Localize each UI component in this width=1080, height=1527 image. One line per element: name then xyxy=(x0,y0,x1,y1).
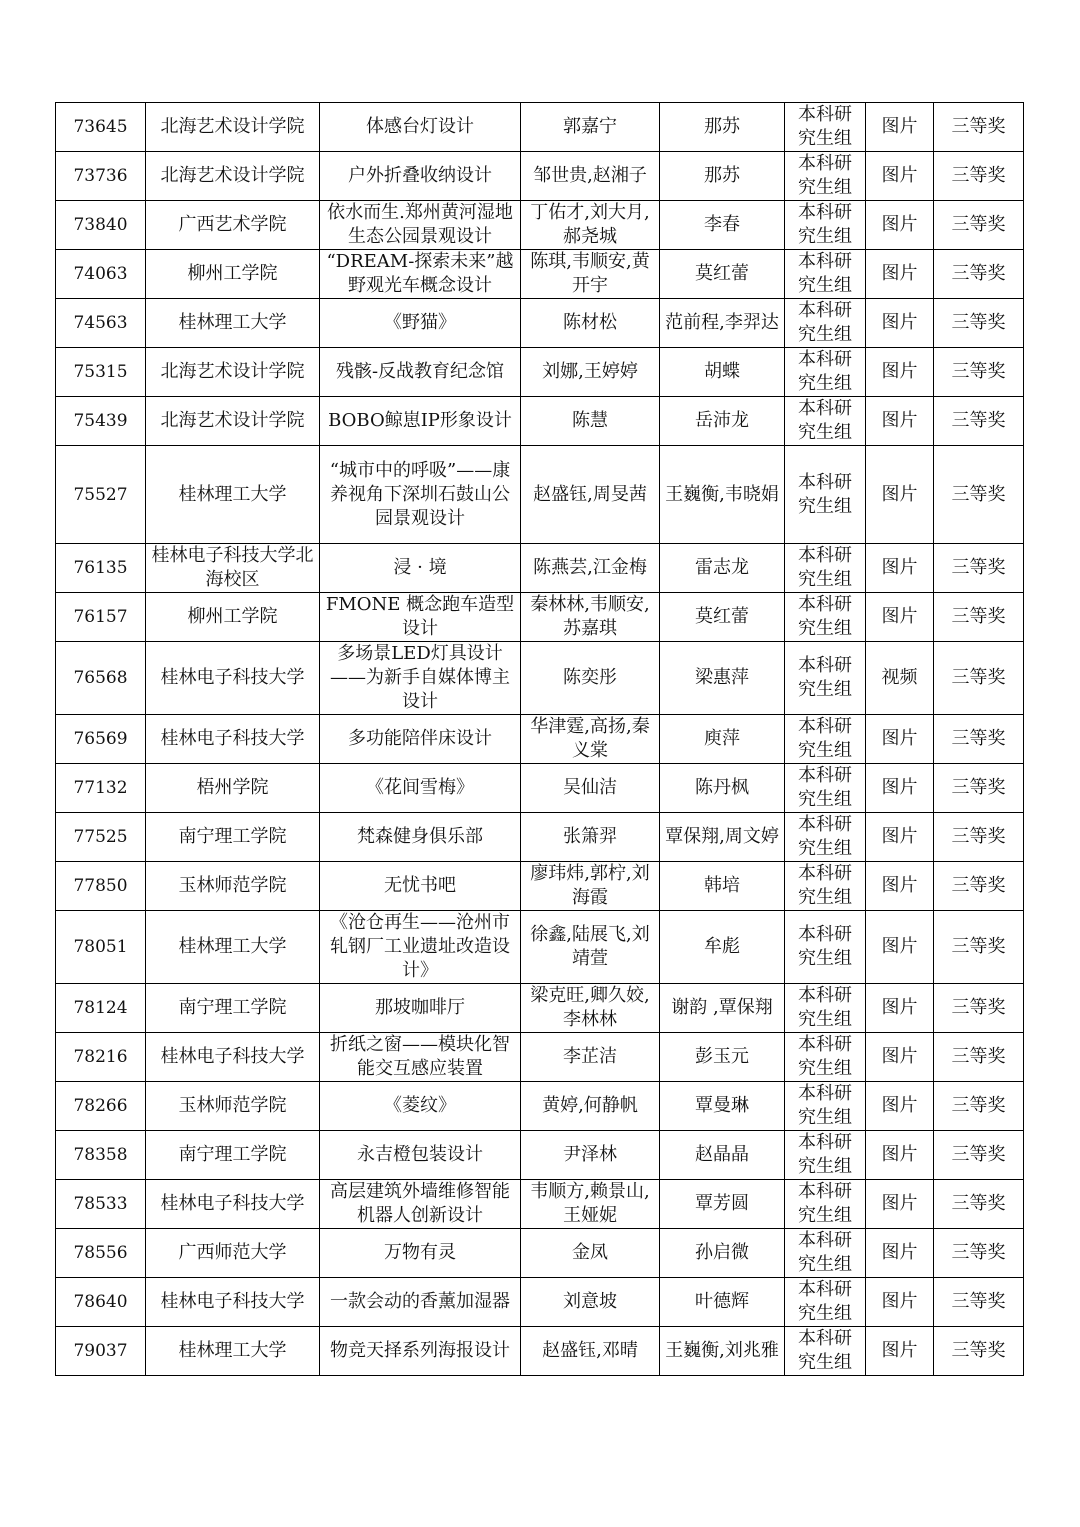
authors-cell: 刘意坡 xyxy=(521,1278,660,1327)
authors-cell: 徐鑫,陆展飞,刘靖萱 xyxy=(521,911,660,984)
work-title-cell: 多场景LED灯具设计——为新手自媒体博主设计 xyxy=(320,642,521,715)
work-title-cell: BOBO鲸崽IP形象设计 xyxy=(320,397,521,446)
school-name-cell: 桂林电子科技大学 xyxy=(146,642,320,715)
award-level-cell: 三等奖 xyxy=(934,299,1024,348)
school-name-cell: 玉林师范学院 xyxy=(146,862,320,911)
entry-id-cell: 78266 xyxy=(56,1082,146,1131)
advisor-cell: 胡蝶 xyxy=(660,348,785,397)
authors-cell: 刘娜,王婷婷 xyxy=(521,348,660,397)
advisor-cell: 覃曼琳 xyxy=(660,1082,785,1131)
table-row xyxy=(56,813,1024,862)
table-row xyxy=(56,103,1024,152)
table-row xyxy=(56,642,1024,715)
authors-cell: 尹泽林 xyxy=(521,1131,660,1180)
group-cell: 本科研究生组 xyxy=(785,715,866,764)
school-name-cell: 北海艺术设计学院 xyxy=(146,152,320,201)
work-format-cell: 图片 xyxy=(866,1278,934,1327)
award-level-cell: 三等奖 xyxy=(934,348,1024,397)
work-format-cell: 图片 xyxy=(866,1229,934,1278)
work-format-cell: 图片 xyxy=(866,446,934,544)
advisor-cell: 王巍衡,刘兆雅 xyxy=(660,1327,785,1376)
entry-id-cell: 77132 xyxy=(56,764,146,813)
group-cell: 本科研究生组 xyxy=(785,397,866,446)
school-name-cell: 柳州工学院 xyxy=(146,593,320,642)
award-level-cell: 三等奖 xyxy=(934,446,1024,544)
table-row xyxy=(56,862,1024,911)
work-title-cell: 万物有灵 xyxy=(320,1229,521,1278)
school-name-cell: 南宁理工学院 xyxy=(146,813,320,862)
award-level-cell: 三等奖 xyxy=(934,1229,1024,1278)
school-name-cell: 梧州学院 xyxy=(146,764,320,813)
work-title-cell: 梵森健身俱乐部 xyxy=(320,813,521,862)
authors-cell: 陈材松 xyxy=(521,299,660,348)
group-cell: 本科研究生组 xyxy=(785,1131,866,1180)
table-row xyxy=(56,1180,1024,1229)
authors-cell: 赵盛钰,周旻茜 xyxy=(521,446,660,544)
work-title-cell: 高层建筑外墙维修智能机器人创新设计 xyxy=(320,1180,521,1229)
work-format-cell: 图片 xyxy=(866,1033,934,1082)
table-row xyxy=(56,764,1024,813)
work-format-cell: 图片 xyxy=(866,1180,934,1229)
work-title-cell: 户外折叠收纳设计 xyxy=(320,152,521,201)
award-level-cell: 三等奖 xyxy=(934,544,1024,593)
work-format-cell: 图片 xyxy=(866,397,934,446)
table-row xyxy=(56,544,1024,593)
work-title-cell: 多功能陪伴床设计 xyxy=(320,715,521,764)
table-row xyxy=(56,446,1024,544)
work-title-cell: 《花间雪梅》 xyxy=(320,764,521,813)
advisor-cell: 韩培 xyxy=(660,862,785,911)
work-format-cell: 图片 xyxy=(866,715,934,764)
advisor-cell: 那苏 xyxy=(660,103,785,152)
group-cell: 本科研究生组 xyxy=(785,642,866,715)
group-cell: 本科研究生组 xyxy=(785,250,866,299)
advisor-cell: 那苏 xyxy=(660,152,785,201)
authors-cell: 华津霆,高扬,秦义棠 xyxy=(521,715,660,764)
group-cell: 本科研究生组 xyxy=(785,1033,866,1082)
work-format-cell: 图片 xyxy=(866,103,934,152)
award-level-cell: 三等奖 xyxy=(934,715,1024,764)
entry-id-cell: 79037 xyxy=(56,1327,146,1376)
group-cell: 本科研究生组 xyxy=(785,764,866,813)
table-row xyxy=(56,348,1024,397)
work-format-cell: 图片 xyxy=(866,201,934,250)
entry-id-cell: 76135 xyxy=(56,544,146,593)
award-level-cell: 三等奖 xyxy=(934,201,1024,250)
award-level-cell: 三等奖 xyxy=(934,1082,1024,1131)
entry-id-cell: 75439 xyxy=(56,397,146,446)
table-row xyxy=(56,299,1024,348)
work-format-cell: 图片 xyxy=(866,348,934,397)
entry-id-cell: 76157 xyxy=(56,593,146,642)
entry-id-cell: 78051 xyxy=(56,911,146,984)
table-row xyxy=(56,1278,1024,1327)
entry-id-cell: 78556 xyxy=(56,1229,146,1278)
work-title-cell: 残骸-反战教育纪念馆 xyxy=(320,348,521,397)
group-cell: 本科研究生组 xyxy=(785,813,866,862)
award-level-cell: 三等奖 xyxy=(934,642,1024,715)
table-row xyxy=(56,911,1024,984)
work-title-cell: “DREAM-探索未来”越野观光车概念设计 xyxy=(320,250,521,299)
group-cell: 本科研究生组 xyxy=(785,348,866,397)
authors-cell: 李芷洁 xyxy=(521,1033,660,1082)
work-format-cell: 图片 xyxy=(866,764,934,813)
entry-id-cell: 76568 xyxy=(56,642,146,715)
work-format-cell: 视频 xyxy=(866,642,934,715)
group-cell: 本科研究生组 xyxy=(785,1229,866,1278)
school-name-cell: 柳州工学院 xyxy=(146,250,320,299)
advisor-cell: 雷志龙 xyxy=(660,544,785,593)
advisor-cell: 覃保翔,周文婷 xyxy=(660,813,785,862)
group-cell: 本科研究生组 xyxy=(785,299,866,348)
advisor-cell: 莫红蕾 xyxy=(660,250,785,299)
work-format-cell: 图片 xyxy=(866,1082,934,1131)
advisor-cell: 陈丹枫 xyxy=(660,764,785,813)
group-cell: 本科研究生组 xyxy=(785,544,866,593)
award-level-cell: 三等奖 xyxy=(934,911,1024,984)
authors-cell: 赵盛钰,邓晴 xyxy=(521,1327,660,1376)
award-level-cell: 三等奖 xyxy=(934,1327,1024,1376)
school-name-cell: 广西师范大学 xyxy=(146,1229,320,1278)
work-format-cell: 图片 xyxy=(866,911,934,984)
work-format-cell: 图片 xyxy=(866,813,934,862)
work-title-cell: 折纸之窗——模块化智能交互感应装置 xyxy=(320,1033,521,1082)
entry-id-cell: 75527 xyxy=(56,446,146,544)
authors-cell: 陈慧 xyxy=(521,397,660,446)
entry-id-cell: 73736 xyxy=(56,152,146,201)
school-name-cell: 桂林电子科技大学北海校区 xyxy=(146,544,320,593)
award-level-cell: 三等奖 xyxy=(934,593,1024,642)
advisor-cell: 庾萍 xyxy=(660,715,785,764)
advisor-cell: 牟彪 xyxy=(660,911,785,984)
work-title-cell: 无忧书吧 xyxy=(320,862,521,911)
award-level-cell: 三等奖 xyxy=(934,984,1024,1033)
awards-table xyxy=(55,102,1024,1376)
authors-cell: 陈燕芸,江金梅 xyxy=(521,544,660,593)
advisor-cell: 孙启微 xyxy=(660,1229,785,1278)
school-name-cell: 桂林电子科技大学 xyxy=(146,1180,320,1229)
authors-cell: 邹世贵,赵湘子 xyxy=(521,152,660,201)
table-row xyxy=(56,1131,1024,1180)
entry-id-cell: 77525 xyxy=(56,813,146,862)
group-cell: 本科研究生组 xyxy=(785,201,866,250)
work-format-cell: 图片 xyxy=(866,984,934,1033)
group-cell: 本科研究生组 xyxy=(785,862,866,911)
authors-cell: 金凤 xyxy=(521,1229,660,1278)
work-title-cell: 永吉橙包装设计 xyxy=(320,1131,521,1180)
award-level-cell: 三等奖 xyxy=(934,1278,1024,1327)
group-cell: 本科研究生组 xyxy=(785,1327,866,1376)
entry-id-cell: 76569 xyxy=(56,715,146,764)
authors-cell: 黄婷,何静帆 xyxy=(521,1082,660,1131)
school-name-cell: 南宁理工学院 xyxy=(146,1131,320,1180)
table-row xyxy=(56,250,1024,299)
authors-cell: 张箫羿 xyxy=(521,813,660,862)
entry-id-cell: 73645 xyxy=(56,103,146,152)
work-title-cell: 浸 · 境 xyxy=(320,544,521,593)
table-row xyxy=(56,152,1024,201)
award-level-cell: 三等奖 xyxy=(934,103,1024,152)
work-title-cell: FMONE 概念跑车造型设计 xyxy=(320,593,521,642)
school-name-cell: 桂林电子科技大学 xyxy=(146,1033,320,1082)
table-row xyxy=(56,715,1024,764)
table-row xyxy=(56,1229,1024,1278)
work-format-cell: 图片 xyxy=(866,152,934,201)
advisor-cell: 岳沛龙 xyxy=(660,397,785,446)
entry-id-cell: 78124 xyxy=(56,984,146,1033)
awards-table-body xyxy=(56,103,1024,1376)
school-name-cell: 南宁理工学院 xyxy=(146,984,320,1033)
award-level-cell: 三等奖 xyxy=(934,813,1024,862)
school-name-cell: 北海艺术设计学院 xyxy=(146,103,320,152)
work-title-cell: 那坡咖啡厅 xyxy=(320,984,521,1033)
group-cell: 本科研究生组 xyxy=(785,446,866,544)
authors-cell: 韦顺方,赖景山,王娅妮 xyxy=(521,1180,660,1229)
entry-id-cell: 74063 xyxy=(56,250,146,299)
school-name-cell: 桂林理工大学 xyxy=(146,299,320,348)
table-row xyxy=(56,1082,1024,1131)
award-level-cell: 三等奖 xyxy=(934,250,1024,299)
work-format-cell: 图片 xyxy=(866,250,934,299)
school-name-cell: 北海艺术设计学院 xyxy=(146,397,320,446)
authors-cell: 丁佑才,刘大月,郝尧城 xyxy=(521,201,660,250)
advisor-cell: 王巍衡,韦晓娟 xyxy=(660,446,785,544)
authors-cell: 廖玮炜,郭柠,刘海霞 xyxy=(521,862,660,911)
advisor-cell: 谢韵 ,覃保翔 xyxy=(660,984,785,1033)
school-name-cell: 北海艺术设计学院 xyxy=(146,348,320,397)
advisor-cell: 叶德辉 xyxy=(660,1278,785,1327)
table-row xyxy=(56,1327,1024,1376)
award-level-cell: 三等奖 xyxy=(934,1180,1024,1229)
entry-id-cell: 77850 xyxy=(56,862,146,911)
entry-id-cell: 78533 xyxy=(56,1180,146,1229)
table-row xyxy=(56,1033,1024,1082)
advisor-cell: 莫红蕾 xyxy=(660,593,785,642)
work-title-cell: “城市中的呼吸”——康养视角下深圳石鼓山公园景观设计 xyxy=(320,446,521,544)
group-cell: 本科研究生组 xyxy=(785,911,866,984)
entry-id-cell: 78358 xyxy=(56,1131,146,1180)
group-cell: 本科研究生组 xyxy=(785,103,866,152)
school-name-cell: 玉林师范学院 xyxy=(146,1082,320,1131)
work-title-cell: 物竞天择系列海报设计 xyxy=(320,1327,521,1376)
work-title-cell: 依水而生.郑州黄河湿地生态公园景观设计 xyxy=(320,201,521,250)
advisor-cell: 覃芳圆 xyxy=(660,1180,785,1229)
advisor-cell: 李春 xyxy=(660,201,785,250)
authors-cell: 陈奕彤 xyxy=(521,642,660,715)
entry-id-cell: 73840 xyxy=(56,201,146,250)
advisor-cell: 彭玉元 xyxy=(660,1033,785,1082)
advisor-cell: 赵晶晶 xyxy=(660,1131,785,1180)
work-format-cell: 图片 xyxy=(866,862,934,911)
table-row xyxy=(56,201,1024,250)
work-format-cell: 图片 xyxy=(866,544,934,593)
school-name-cell: 桂林电子科技大学 xyxy=(146,1278,320,1327)
award-level-cell: 三等奖 xyxy=(934,1131,1024,1180)
authors-cell: 梁克旺,卿久姣,李林林 xyxy=(521,984,660,1033)
work-title-cell: 《野猫》 xyxy=(320,299,521,348)
work-title-cell: 一款会动的香薰加湿器 xyxy=(320,1278,521,1327)
advisor-cell: 梁惠萍 xyxy=(660,642,785,715)
group-cell: 本科研究生组 xyxy=(785,152,866,201)
work-title-cell: 《沧仓再生——沧州市轧钢厂工业遗址改造设计》 xyxy=(320,911,521,984)
school-name-cell: 桂林理工大学 xyxy=(146,911,320,984)
school-name-cell: 桂林理工大学 xyxy=(146,446,320,544)
award-level-cell: 三等奖 xyxy=(934,152,1024,201)
work-title-cell: 体感台灯设计 xyxy=(320,103,521,152)
entry-id-cell: 78216 xyxy=(56,1033,146,1082)
award-level-cell: 三等奖 xyxy=(934,764,1024,813)
authors-cell: 秦林林,韦顺安,苏嘉琪 xyxy=(521,593,660,642)
award-level-cell: 三等奖 xyxy=(934,1033,1024,1082)
authors-cell: 陈琪,韦顺安,黄开宇 xyxy=(521,250,660,299)
group-cell: 本科研究生组 xyxy=(785,1082,866,1131)
table-row xyxy=(56,984,1024,1033)
group-cell: 本科研究生组 xyxy=(785,1180,866,1229)
work-format-cell: 图片 xyxy=(866,1131,934,1180)
table-row xyxy=(56,593,1024,642)
school-name-cell: 桂林理工大学 xyxy=(146,1327,320,1376)
school-name-cell: 桂林电子科技大学 xyxy=(146,715,320,764)
award-level-cell: 三等奖 xyxy=(934,862,1024,911)
entry-id-cell: 78640 xyxy=(56,1278,146,1327)
group-cell: 本科研究生组 xyxy=(785,1278,866,1327)
award-level-cell: 三等奖 xyxy=(934,397,1024,446)
work-format-cell: 图片 xyxy=(866,299,934,348)
group-cell: 本科研究生组 xyxy=(785,593,866,642)
authors-cell: 郭嘉宁 xyxy=(521,103,660,152)
work-format-cell: 图片 xyxy=(866,593,934,642)
work-title-cell: 《菱纹》 xyxy=(320,1082,521,1131)
table-row xyxy=(56,397,1024,446)
school-name-cell: 广西艺术学院 xyxy=(146,201,320,250)
entry-id-cell: 75315 xyxy=(56,348,146,397)
advisor-cell: 范前程,李羿达 xyxy=(660,299,785,348)
authors-cell: 吴仙洁 xyxy=(521,764,660,813)
group-cell: 本科研究生组 xyxy=(785,984,866,1033)
entry-id-cell: 74563 xyxy=(56,299,146,348)
work-format-cell: 图片 xyxy=(866,1327,934,1376)
